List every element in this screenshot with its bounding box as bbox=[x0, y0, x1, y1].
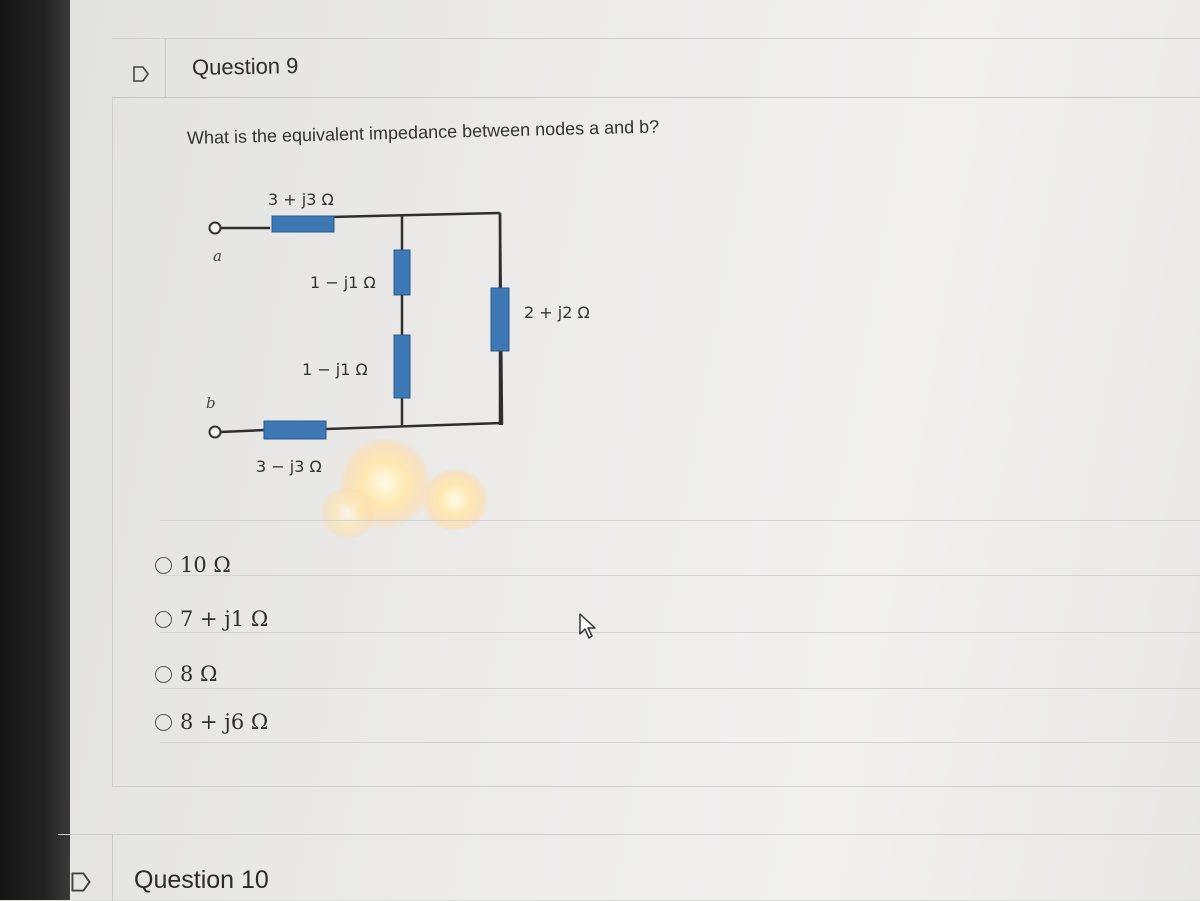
flag-icon[interactable] bbox=[70, 872, 92, 892]
node-a-terminal bbox=[210, 223, 221, 234]
label-z-bottom: 3 − j3 Ω bbox=[256, 457, 322, 476]
answer-option[interactable]: 8 + j6 Ω bbox=[155, 710, 268, 734]
label-node-a: a bbox=[213, 247, 222, 265]
label-node-b: b bbox=[206, 394, 216, 412]
impedance-top bbox=[272, 216, 334, 232]
node-b-terminal bbox=[210, 427, 221, 438]
question-prompt: What is the equivalent impedance between nodes a and b? bbox=[186, 116, 660, 148]
radio-button[interactable] bbox=[155, 666, 172, 683]
label-z-right: 2 + j2 Ω bbox=[524, 303, 590, 322]
label-z-mid-upper: 1 − j1 Ω bbox=[310, 273, 376, 292]
impedance-mid-upper bbox=[394, 250, 410, 295]
impedance-mid-lower bbox=[394, 335, 410, 398]
mouse-pointer-icon bbox=[578, 612, 600, 642]
label-z-mid-lower: 1 − j1 Ω bbox=[302, 360, 368, 379]
monitor-bezel bbox=[0, 0, 70, 900]
radio-button[interactable] bbox=[155, 557, 172, 574]
radio-button[interactable] bbox=[155, 714, 172, 731]
screen-glare bbox=[420, 470, 490, 530]
flag-icon[interactable] bbox=[132, 66, 150, 82]
answer-option[interactable]: 7 + j1 Ω bbox=[155, 607, 268, 631]
impedance-bottom bbox=[264, 421, 326, 439]
radio-button[interactable] bbox=[155, 611, 172, 628]
question-10-title: Question 10 bbox=[134, 866, 269, 894]
screen-glare bbox=[318, 488, 378, 538]
answer-option[interactable]: 10 Ω bbox=[155, 553, 231, 577]
label-z-top: 3 + j3 Ω bbox=[268, 190, 334, 209]
answer-option[interactable]: 8 Ω bbox=[155, 662, 217, 686]
question-9-title: Question 9 bbox=[191, 53, 299, 80]
impedance-right bbox=[491, 288, 509, 351]
